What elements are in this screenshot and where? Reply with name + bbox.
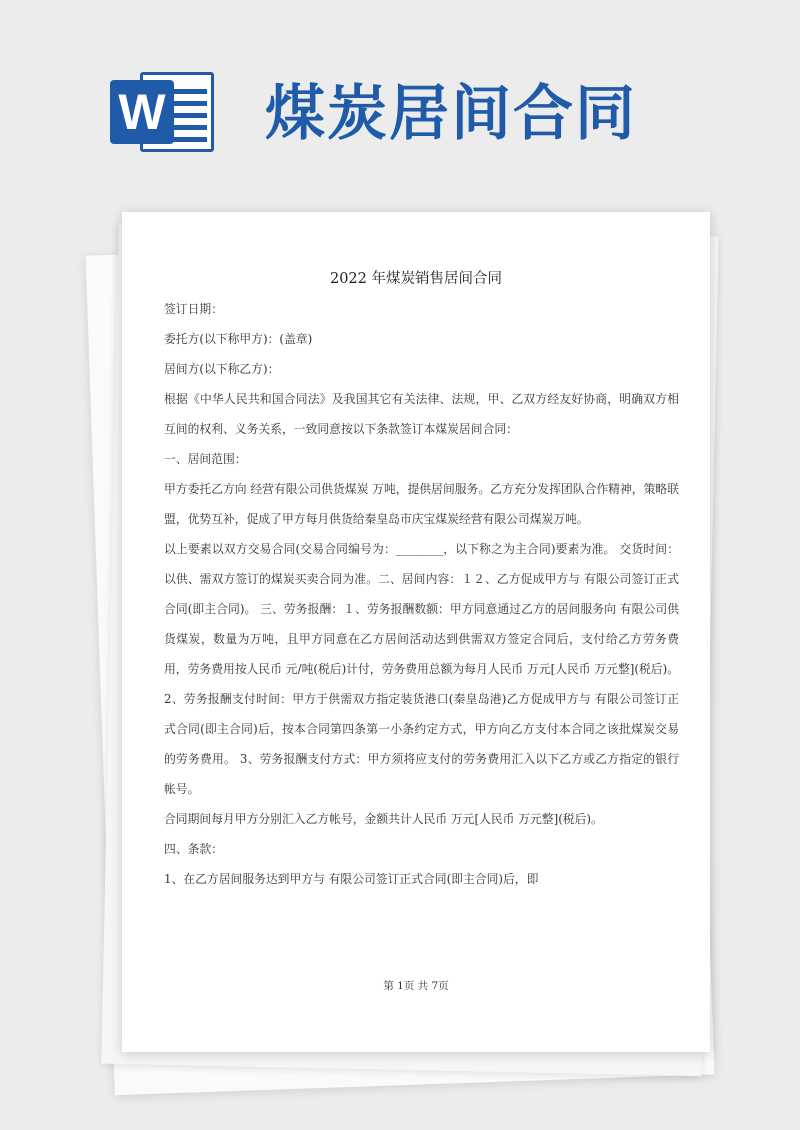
document-body	[164, 294, 679, 894]
paragraph-payment: 合同期间每月甲方分别汇入乙方帐号，金额共计人民币 万元[人民币 万元整](税后)。	[164, 812, 603, 826]
paragraph-party-a: 委托方(以下称甲方)：(盖章)	[164, 332, 313, 346]
paragraph-preamble: 根据《中华人民共和国合同法》及我国其它有关法律、法规，甲、乙双方经友好协商，明确双方相互间的权利、义务关系，一致同意按以下条款签订本煤炭居间合同：	[164, 392, 679, 436]
paragraph-party-b: 居间方(以下称乙方)：	[164, 362, 280, 376]
paragraph-section-1: 一、居间范围：	[164, 452, 247, 466]
document-title: 2022 年煤炭销售居间合同	[329, 271, 502, 287]
page-footer: 第 1页 共 7页	[383, 980, 449, 992]
paragraph-terms: 以上要素以双方交易合同(交易合同编号为：________，以下称之为主合同)要素为准。 交货时间：以供、需双方签订的煤炭买卖合同为准。二、居间内容：１２、乙方促成甲方与 有限公司签订正式合同(即主合同)。 三、劳务报酬：１、劳务报酬数额：甲方同意通过乙方的居间服务向 有限公司供货煤炭，数量为万吨，且甲方同意在乙方居间活动达到供需双方签定合同后，支付给乙方劳务费用，劳务费用按人民币 元/吨(税后)计付，劳务费用总额为每月人民币 万元[人民币 万元整](税后)。 2、劳务报酬支付时间：甲方于供需双方指定装货港口(秦皇岛港)乙方促成甲方与 有限公司签订正式合同(即主合同)后，按本合同第四条第一小条约定方式，甲方向乙方支付本合同之该批煤炭交易的劳务费用。 3、劳务报酬支付方式：甲方须将应支付的劳务费用汇入以下乙方或乙方指定的银行帐号。	[164, 542, 679, 796]
paragraph-clause-1: 1、在乙方居间服务达到甲方与 有限公司签订正式合同(即主合同)后，即	[164, 872, 539, 886]
banner-title: 煤炭居间合同	[265, 79, 637, 149]
banner	[0, 0, 800, 210]
word-logo-letter: W	[110, 80, 174, 144]
document-page	[122, 212, 710, 1052]
word-document-icon	[110, 72, 214, 152]
paragraph-scope: 甲方委托乙方向 经营有限公司供货煤炭 万吨，提供居间服务。乙方充分发挥团队合作精神，策略联盟，优势互补，促成了甲方每月供货给秦皇岛市庆宝煤炭经营有限公司煤炭万吨。	[164, 482, 679, 526]
paragraph-section-4: 四、条款：	[164, 842, 223, 856]
paragraph-sign-date: 签订日期：	[164, 302, 223, 316]
